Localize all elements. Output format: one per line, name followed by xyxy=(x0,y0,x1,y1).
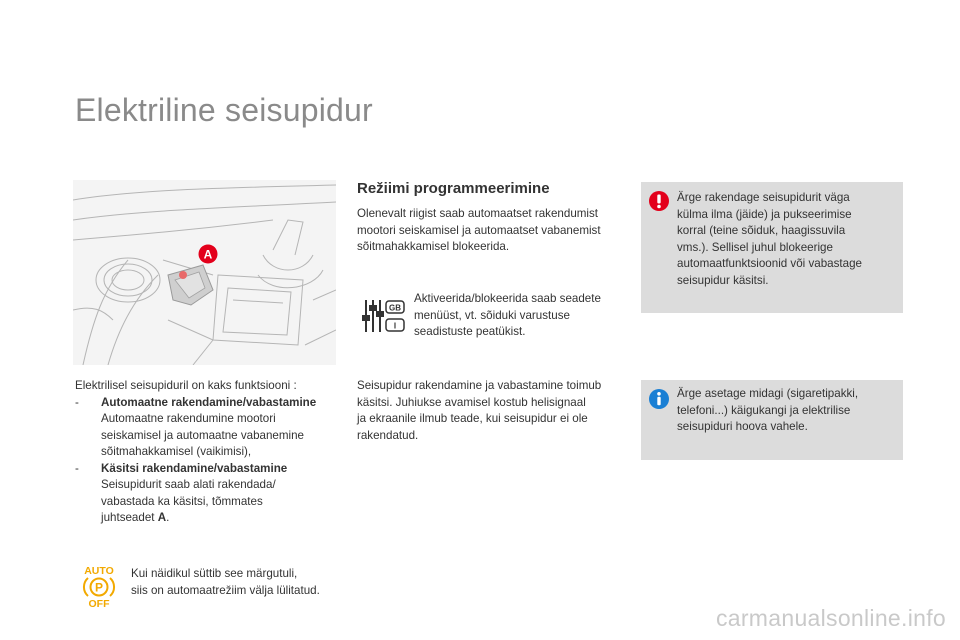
info-line: Ärge asetage midagi (sigaretipakki, xyxy=(677,387,859,400)
list-item-heading: Automaatne rakendamine/vabastamine xyxy=(101,395,317,409)
list-item-manual xyxy=(75,461,345,527)
paragraph-line: Olenevalt riigist saab automaatset rakendumist xyxy=(357,207,599,220)
left-column xyxy=(75,378,345,527)
callout-reference: A xyxy=(157,511,167,524)
warning-line: korral (teine sõiduk, haagissuvila xyxy=(677,224,846,237)
info-icon xyxy=(648,388,670,410)
list-item-line xyxy=(101,510,345,527)
intro-text: Elektrilisel seisupiduril on kaks funktsiooni : xyxy=(75,379,297,392)
paragraph-line: käsitsi. Juhiukse avamisel kostub helisignaal xyxy=(357,395,586,409)
warning-line: vms.). Sellisel juhul blokeerige xyxy=(677,240,833,254)
page-title: Elektriline seisupidur xyxy=(75,92,373,128)
off-label: OFF xyxy=(88,598,110,609)
warning-text xyxy=(677,190,892,289)
list-item-auto xyxy=(75,395,345,461)
auto-label: AUTO xyxy=(84,565,114,577)
info-text xyxy=(677,386,892,436)
gb-badge: GB xyxy=(389,303,401,313)
note-line: siis on automaatrežiim välja lülitatud. xyxy=(131,583,320,597)
warning-line: külma ilma (jäide) ja pukseerimise xyxy=(677,207,852,221)
warning-line: automaatfunktsioonid või vabastage xyxy=(677,257,862,270)
note-line: Kui näidikul süttib see märgutuli, xyxy=(131,567,298,580)
note-line: seadistuste peatükist. xyxy=(414,325,526,338)
list-item-text: juhtseadet xyxy=(101,511,158,524)
list-item-line: Seisupidurit saab alati rakendada/ xyxy=(101,478,276,491)
paragraph-line: Seisupidur rakendamine ja vabastamine toimub xyxy=(357,379,602,392)
indicator-note xyxy=(131,566,351,599)
list-item-line: seiskamisel ja automaatne vabanemine xyxy=(101,428,305,442)
section-heading: Režiimi programmeerimine xyxy=(357,180,550,197)
watermark: carmanualsonline.info xyxy=(715,605,946,631)
i-badge: I xyxy=(393,321,397,331)
console-illustration xyxy=(73,180,336,365)
paragraph-line: ja ekraanile ilmub teade, kui seisupidur ei ole xyxy=(357,412,588,425)
programming-paragraph xyxy=(357,206,627,256)
paragraph-line: rakendatud. xyxy=(357,428,419,442)
list-bullet: - xyxy=(75,461,79,475)
p-label: P xyxy=(94,580,104,595)
list-item-line: vabastada ka käsitsi, tõmmates xyxy=(101,494,263,508)
list-bullet: - xyxy=(75,395,79,409)
auto-p-off-icon xyxy=(82,563,116,609)
list-item-line: sõitmahakkamisel (vaikimisi), xyxy=(101,445,252,458)
list-item-line: Automaatne rakendumine mootori xyxy=(101,412,276,425)
info-line: seisupiduri hoova vahele. xyxy=(677,420,808,433)
list-item-text: . xyxy=(166,511,170,524)
paragraph-line: sõitmahakkamisel blokeerida. xyxy=(357,240,510,253)
warning-line: Ärge rakendage seisupidurit väga xyxy=(677,191,850,204)
manual-operation-paragraph xyxy=(357,378,632,444)
settings-sliders-icon xyxy=(362,298,406,334)
note-line: Aktiveerida/blokeerida saab seadete xyxy=(414,292,601,305)
info-line: telefoni...) käigukangi ja elektrilise xyxy=(677,403,851,417)
list-item-heading: Käsitsi rakendamine/vabastamine xyxy=(101,461,288,475)
note-line: menüüst, vt. sõiduki varustuse xyxy=(414,308,570,322)
settings-note xyxy=(414,291,629,341)
warning-line: seisupidur käsitsi. xyxy=(677,273,769,287)
warning-icon xyxy=(648,190,670,212)
callout-a-label: A xyxy=(203,247,213,262)
paragraph-line: mootori seiskamisel ja automaatset vabanemist xyxy=(357,223,601,237)
